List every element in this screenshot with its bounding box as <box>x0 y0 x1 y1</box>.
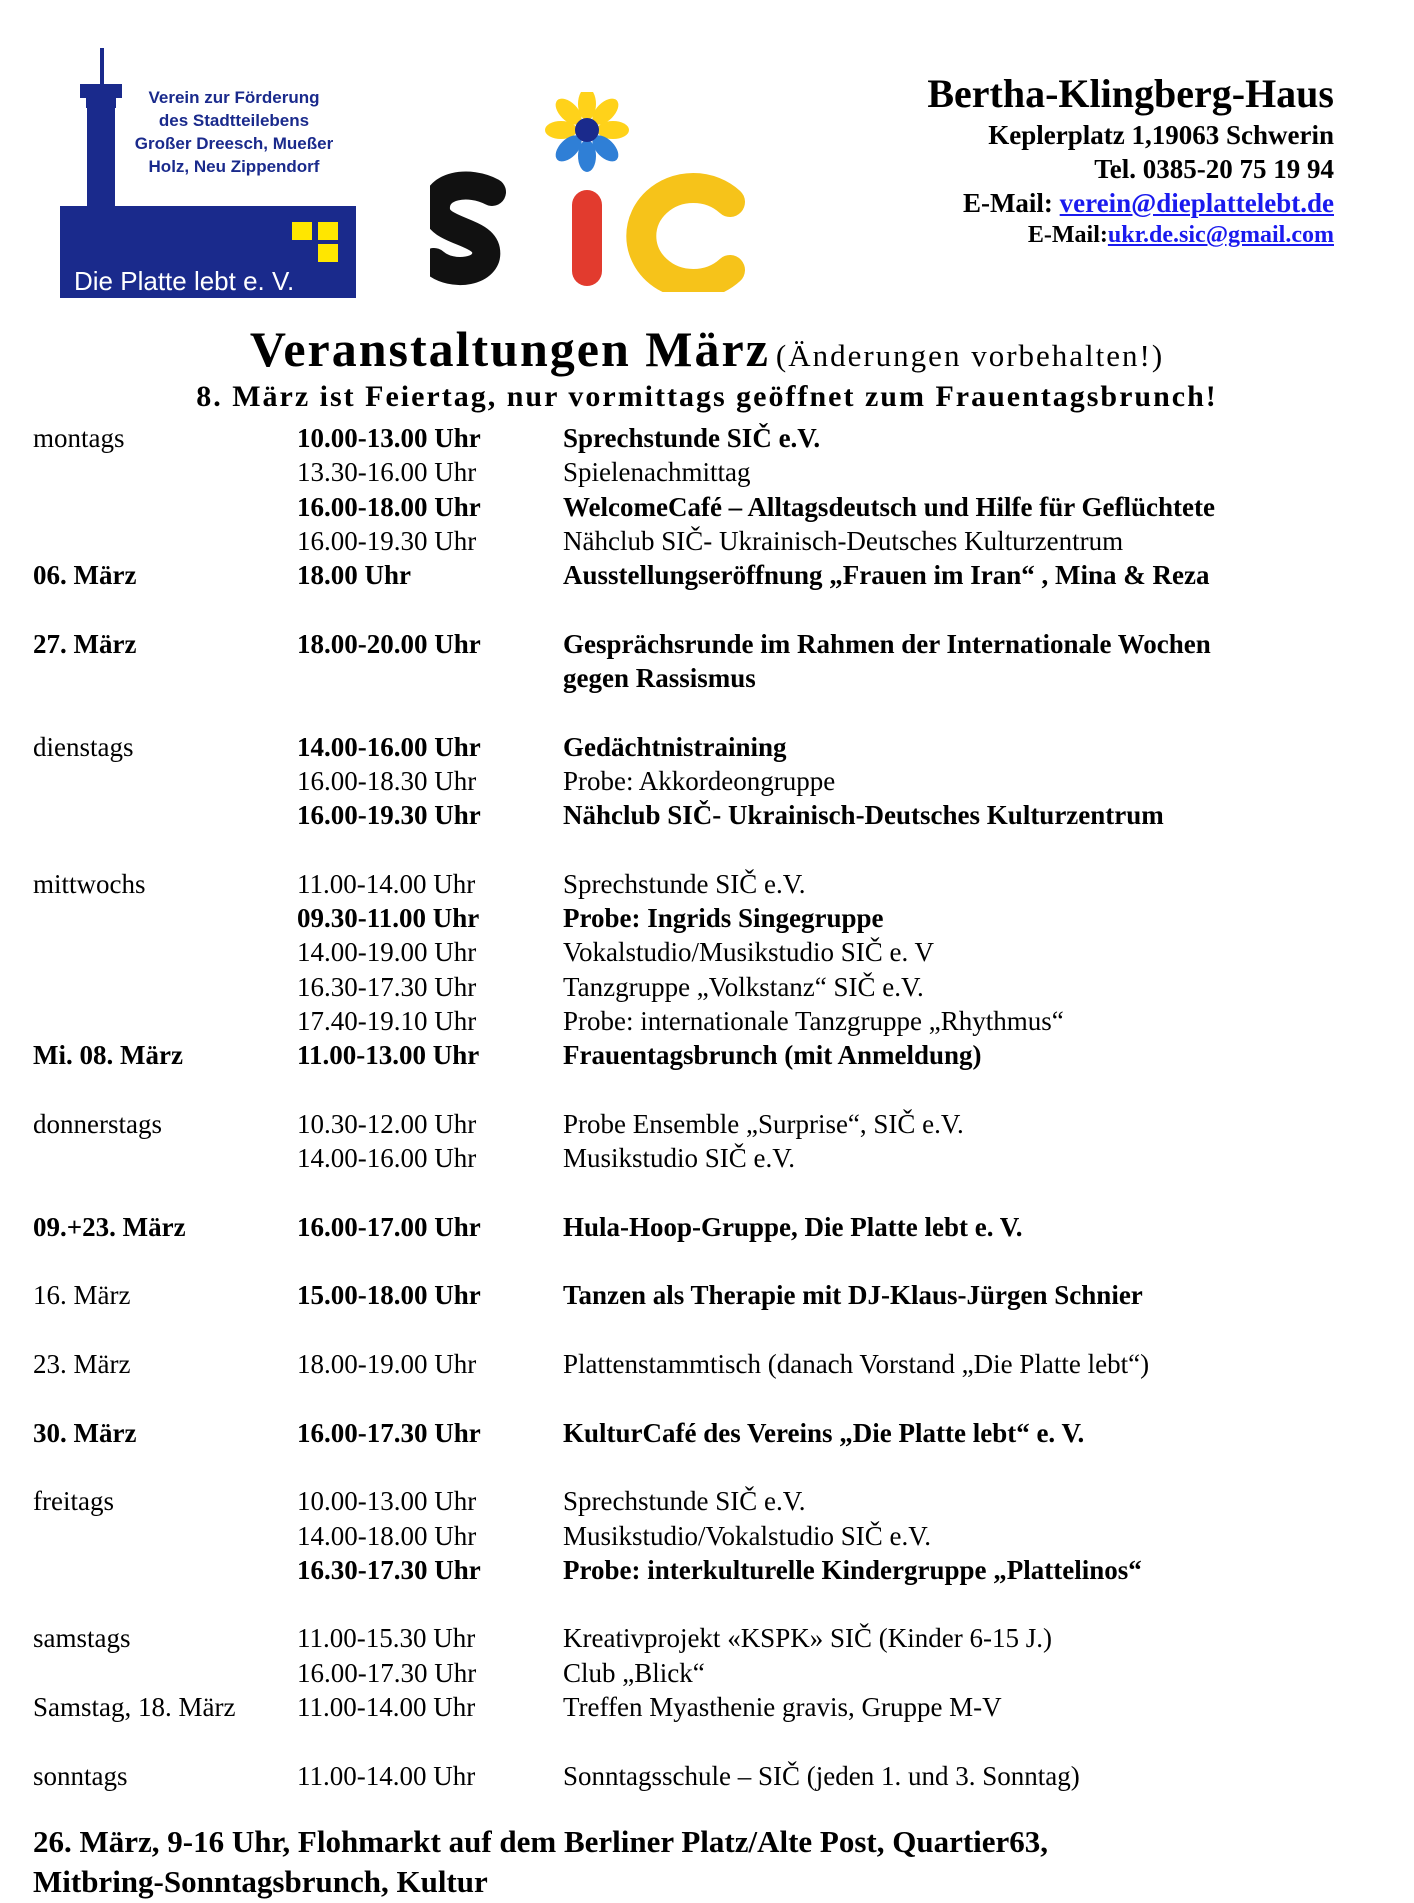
schedule-day: sonntags <box>33 1760 128 1791</box>
sic-logo-graphic <box>430 92 750 292</box>
schedule-event: Nähclub SIČ- Ukrainisch-Deutsches Kulturzentrum <box>563 800 1164 831</box>
schedule-time: 09.30-11.00 Uhr <box>297 903 480 934</box>
schedule-event: Sprechstunde SIČ e.V. <box>563 1486 806 1517</box>
schedule-event: Gedächtnistraining <box>563 731 787 762</box>
schedule-time: 18.00-19.00 Uhr <box>297 1349 477 1380</box>
schedule-spacer <box>33 833 1393 867</box>
schedule-event: Spielenachmittag <box>563 457 751 488</box>
schedule-day: donnerstags <box>33 1108 162 1139</box>
schedule-event: Plattenstammtisch (danach Vorstand „Die Platte lebt“) <box>563 1349 1150 1380</box>
phone: Tel. 0385-20 75 19 94 <box>1094 154 1334 184</box>
schedule-event: Probe: interkulturelle Kindergruppe „Plattelinos“ <box>563 1554 1142 1585</box>
schedule-event: Hula-Hoop-Gruppe, Die Platte lebt e. V. <box>563 1211 1023 1242</box>
schedule-event: Ausstellungseröffnung „Frauen im Iran“ , Mina & Reza <box>563 560 1210 591</box>
schedule-event: Probe: Ingrids Singegruppe <box>563 903 884 934</box>
die-platte-lebt-logo <box>60 48 356 298</box>
logo-line-1: Verein zur Förderung <box>148 88 320 107</box>
schedule-event: gegen Rassismus <box>563 663 756 694</box>
schedule-spacer <box>33 1176 1393 1210</box>
schedule-time: 18.00 Uhr <box>297 560 411 591</box>
email-line-2 <box>927 220 1334 250</box>
schedule-event: Musikstudio SIČ e.V. <box>563 1143 796 1174</box>
schedule-spacer <box>33 695 1393 729</box>
schedule-row <box>33 421 1393 455</box>
email-link-1[interactable]: verein@dieplattelebt.de <box>1059 188 1334 218</box>
schedule-row <box>33 1656 1393 1690</box>
logo-line-4: Holz, Neu Zippendorf <box>148 157 320 176</box>
schedule-day: 30. März <box>33 1417 137 1448</box>
schedule-row <box>33 1553 1393 1587</box>
schedule-day: mittwochs <box>33 868 146 899</box>
schedule-row <box>33 1519 1393 1553</box>
schedule-spacer <box>33 1724 1393 1758</box>
schedule-event: WelcomeCafé – Alltagsdeutsch und Hilfe für Geflüchtete <box>563 491 1215 522</box>
schedule-event: Musikstudio/Vokalstudio SIČ e.V. <box>563 1520 932 1551</box>
schedule-event: KulturCafé des Vereins „Die Platte lebt“ e. V. <box>563 1417 1085 1448</box>
schedule-event: Club „Blick“ <box>563 1657 705 1688</box>
schedule-spacer <box>33 1073 1393 1107</box>
schedule-time: 16.00-17.00 Uhr <box>297 1211 481 1242</box>
schedule-event: Sprechstunde SIČ e.V. <box>563 868 806 899</box>
schedule-day: 27. März <box>33 628 137 659</box>
schedule-day: 09.+23. März <box>33 1211 186 1242</box>
house-name: Bertha-Klingberg-Haus <box>927 71 1334 116</box>
schedule-row <box>33 558 1393 592</box>
schedule-day: freitags <box>33 1486 114 1517</box>
schedule-time: 11.00-13.00 Uhr <box>297 1040 480 1071</box>
schedule-row <box>33 1278 1393 1312</box>
schedule-time: 16.00-17.30 Uhr <box>297 1417 481 1448</box>
schedule-event: Kreativprojekt «KSPK» SIČ (Kinder 6-15 J.) <box>563 1623 1052 1654</box>
title-main: Veranstaltungen März <box>249 321 770 377</box>
footer-note <box>33 1822 1048 1902</box>
schedule-row <box>33 901 1393 935</box>
schedule-row <box>33 935 1393 969</box>
schedule-row <box>33 1347 1393 1381</box>
schedule-spacer <box>33 1587 1393 1621</box>
schedule-time: 16.00-18.30 Uhr <box>297 765 477 796</box>
schedule-time: 16.30-17.30 Uhr <box>297 1554 481 1585</box>
footer-line-2: Mitbring-Sonntagsbrunch, Kultur <box>33 1864 488 1899</box>
logo-band-text: Die Platte lebt e. V. <box>74 266 295 296</box>
title-note: (Änderungen vorbehalten!) <box>775 338 1165 373</box>
schedule-row <box>33 1621 1393 1655</box>
schedule-time: 14.00-16.00 Uhr <box>297 731 481 762</box>
page-subtitle: 8. März ist Feiertag, nur vormittags geöffnet zum Frauentagsbrunch! <box>196 380 1218 413</box>
schedule-row <box>33 798 1393 832</box>
schedule-day: 06. März <box>33 560 137 591</box>
schedule-day: Samstag, 18. März <box>33 1691 236 1722</box>
schedule-day: 16. März <box>33 1280 131 1311</box>
schedule-time: 11.00-15.30 Uhr <box>297 1623 476 1654</box>
schedule-row <box>33 524 1393 558</box>
schedule-spacer <box>33 1313 1393 1347</box>
schedule-time: 10.00-13.00 Uhr <box>297 423 481 453</box>
schedule-time: 14.00-16.00 Uhr <box>297 1143 477 1174</box>
schedule-time: 10.00-13.00 Uhr <box>297 1486 477 1517</box>
schedule-event: Treffen Myasthenie gravis, Gruppe M-V <box>563 1691 1002 1722</box>
schedule-spacer <box>33 592 1393 626</box>
schedule-time: 11.00-14.00 Uhr <box>297 1760 476 1791</box>
email-line-1 <box>927 186 1334 220</box>
schedule-event: Tanzgruppe „Volkstanz“ SIČ e.V. <box>563 971 924 1002</box>
schedule-spacer <box>33 1381 1393 1415</box>
schedule-time: 11.00-14.00 Uhr <box>297 868 476 899</box>
schedule-time: 10.30-12.00 Uhr <box>297 1108 477 1139</box>
logo-line-2: des Stadtteilebens <box>158 111 310 130</box>
schedule-event: Probe: internationale Tanzgruppe „Rhythmus“ <box>563 1006 1064 1037</box>
schedule-spacer <box>33 1450 1393 1484</box>
schedule-row <box>33 627 1393 661</box>
schedule-time: 14.00-18.00 Uhr <box>297 1520 477 1551</box>
contact-block <box>927 70 1334 250</box>
schedule-time: 17.40-19.10 Uhr <box>297 1006 477 1037</box>
email-label-1: E-Mail: <box>962 188 1060 218</box>
schedule-time: 16.00-19.30 Uhr <box>297 525 477 556</box>
schedule-row <box>33 455 1393 489</box>
schedule-event: Vokalstudio/Musikstudio SIČ e. V <box>563 937 935 968</box>
schedule-time: 15.00-18.00 Uhr <box>297 1280 481 1311</box>
schedule-row <box>33 1141 1393 1175</box>
schedule-time: 11.00-14.00 Uhr <box>297 1691 476 1722</box>
schedule-event: Probe: Akkordeongruppe <box>563 765 836 796</box>
schedule-list <box>33 421 1393 1793</box>
schedule-day: montags <box>33 423 125 453</box>
schedule-row <box>33 661 1393 695</box>
schedule-row <box>33 970 1393 1004</box>
schedule-row <box>33 1107 1393 1141</box>
schedule-row <box>33 730 1393 764</box>
logo-org-text <box>116 86 352 178</box>
schedule-time: 18.00-20.00 Uhr <box>297 628 481 659</box>
schedule-row <box>33 1038 1393 1072</box>
schedule-event: Nähclub SIČ- Ukrainisch-Deutsches Kulturzentrum <box>563 525 1124 556</box>
schedule-row <box>33 1759 1393 1793</box>
schedule-event: Frauentagsbrunch (mit Anmeldung) <box>563 1040 982 1071</box>
schedule-day: samstags <box>33 1623 131 1654</box>
schedule-event: Gesprächsrunde im Rahmen der Internationale Wochen <box>563 628 1211 659</box>
logo-line-3: Großer Dreesch, Mueßer <box>134 134 334 153</box>
footer-line-1: 26. März, 9-16 Uhr, Flohmarkt auf dem Berliner Platz/Alte Post, Quartier63, <box>33 1824 1049 1859</box>
page-title <box>0 320 1414 378</box>
schedule-time: 16.30-17.30 Uhr <box>297 971 477 1002</box>
schedule-row <box>33 867 1393 901</box>
address: Keplerplatz 1,19063 Schwerin <box>988 120 1334 150</box>
schedule-event: Probe Ensemble „Surprise“, SIČ e.V. <box>563 1108 964 1139</box>
schedule-row <box>33 490 1393 524</box>
schedule-row <box>33 1484 1393 1518</box>
schedule-time: 16.00-19.30 Uhr <box>297 800 481 831</box>
schedule-time: 16.00-18.00 Uhr <box>297 491 481 522</box>
schedule-day: dienstags <box>33 731 134 762</box>
schedule-spacer <box>33 1244 1393 1278</box>
schedule-row <box>33 1004 1393 1038</box>
schedule-event: Tanzen als Therapie mit DJ-Klaus-Jürgen Schnier <box>563 1280 1143 1311</box>
schedule-day: 23. März <box>33 1349 131 1380</box>
schedule-row <box>33 1210 1393 1244</box>
schedule-event: Sonntagsschule – SIČ (jeden 1. und 3. Sonntag) <box>563 1760 1080 1791</box>
schedule-day: Mi. 08. März <box>33 1040 183 1071</box>
schedule-row <box>33 1690 1393 1724</box>
email-link-2[interactable]: ukr.de.sic@gmail.com <box>1107 222 1334 248</box>
schedule-row <box>33 764 1393 798</box>
schedule-time: 14.00-19.00 Uhr <box>297 937 477 968</box>
schedule-time: 16.00-17.30 Uhr <box>297 1657 477 1688</box>
sic-logo <box>430 92 750 297</box>
schedule-row <box>33 1416 1393 1450</box>
email-label-2: E-Mail: <box>1027 222 1108 248</box>
schedule-time: 13.30-16.00 Uhr <box>297 457 477 488</box>
schedule-event: Sprechstunde SIČ e.V. <box>563 423 821 453</box>
